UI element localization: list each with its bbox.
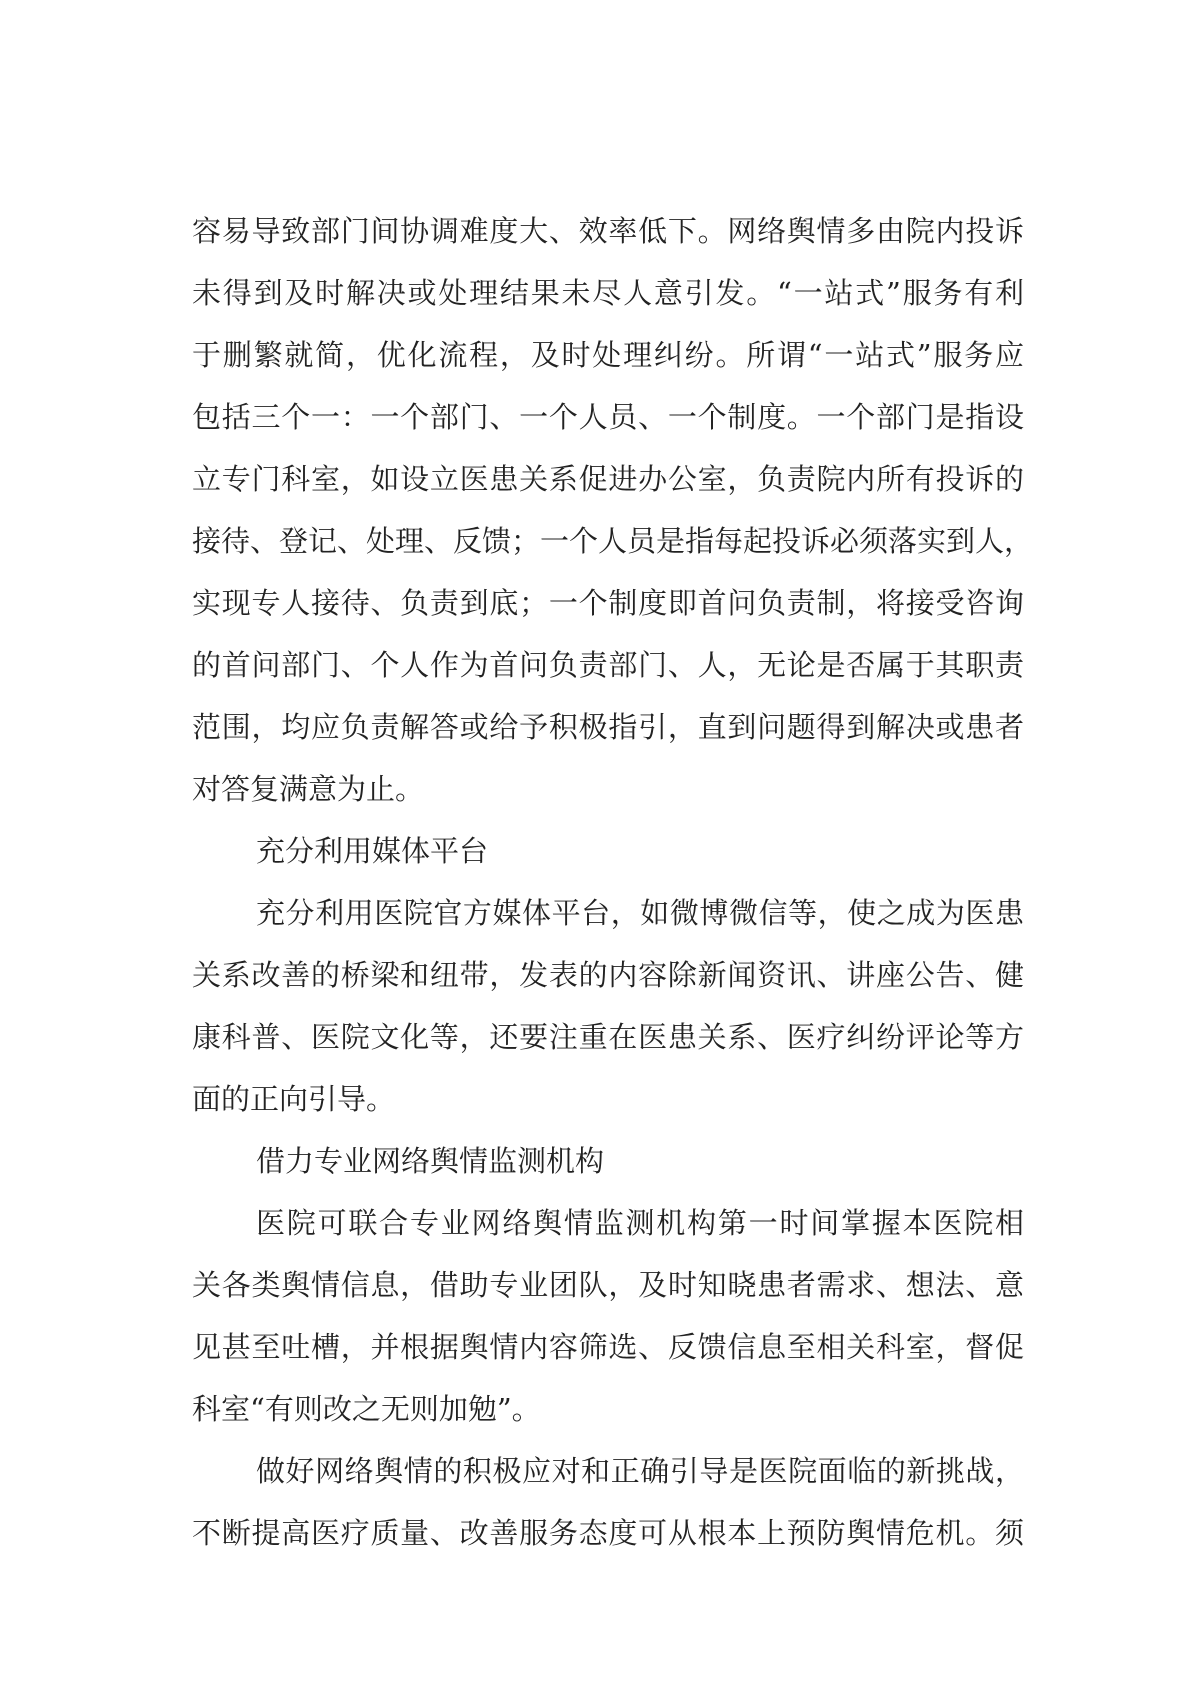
text-line: 科室“有则改之无则加勉”。 — [192, 1392, 541, 1426]
section-heading-text: 充分利用媒体平台 — [256, 834, 489, 868]
paragraph — [192, 200, 1034, 820]
text-line: 对答复满意为止。 — [192, 772, 425, 806]
text-line: 接待、登记、处理、反馈；一个人员是指每起投诉必须落实到人， — [192, 524, 1034, 558]
paragraph — [192, 1192, 1024, 1440]
paragraph — [192, 882, 1024, 1130]
text-line: 做好网络舆情的积极应对和正确引导是医院面临的新挑战， — [256, 1454, 1024, 1488]
section-heading — [192, 1130, 1024, 1192]
document-page — [192, 200, 1034, 1564]
text-line: 未得到及时解决或处理结果未尽人意引发。“一站式”服务有利 — [192, 276, 1024, 310]
text-line: 容易导致部门间协调难度大、效率低下。网络舆情多由院内投诉 — [192, 214, 1024, 248]
text-line: 立专门科室，如设立医患关系促进办公室，负责院内所有投诉的 — [192, 462, 1024, 496]
text-line: 医院可联合专业网络舆情监测机构第一时间掌握本医院相 — [256, 1206, 1024, 1240]
section-heading — [192, 820, 1024, 882]
text-line: 实现专人接待、负责到底；一个制度即首问负责制，将接受咨询 — [192, 586, 1024, 620]
text-line: 见甚至吐槽，并根据舆情内容筛选、反馈信息至相关科室，督促 — [192, 1330, 1024, 1364]
text-line: 于删繁就简，优化流程，及时处理纠纷。所谓“一站式”服务应 — [192, 338, 1024, 372]
paragraph — [192, 1440, 1024, 1564]
text-line: 充分利用医院官方媒体平台，如微博微信等，使之成为医患 — [256, 896, 1024, 930]
text-line: 不断提高医疗质量、改善服务态度可从根本上预防舆情危机。须 — [192, 1516, 1024, 1550]
text-line: 关系改善的桥梁和纽带，发表的内容除新闻资讯、讲座公告、健 — [192, 958, 1024, 992]
text-line: 康科普、医院文化等，还要注重在医患关系、医疗纠纷评论等方 — [192, 1020, 1024, 1054]
text-line: 的首问部门、个人作为首问负责部门、人，无论是否属于其职责 — [192, 648, 1024, 682]
text-line: 范围，均应负责解答或给予积极指引，直到问题得到解决或患者 — [192, 710, 1024, 744]
text-line: 包括三个一：一个部门、一个人员、一个制度。一个部门是指设 — [192, 400, 1024, 434]
section-heading-text: 借力专业网络舆情监测机构 — [256, 1144, 605, 1178]
text-line: 关各类舆情信息，借助专业团队，及时知晓患者需求、想法、意 — [192, 1268, 1024, 1302]
text-line: 面的正向引导。 — [192, 1082, 396, 1116]
